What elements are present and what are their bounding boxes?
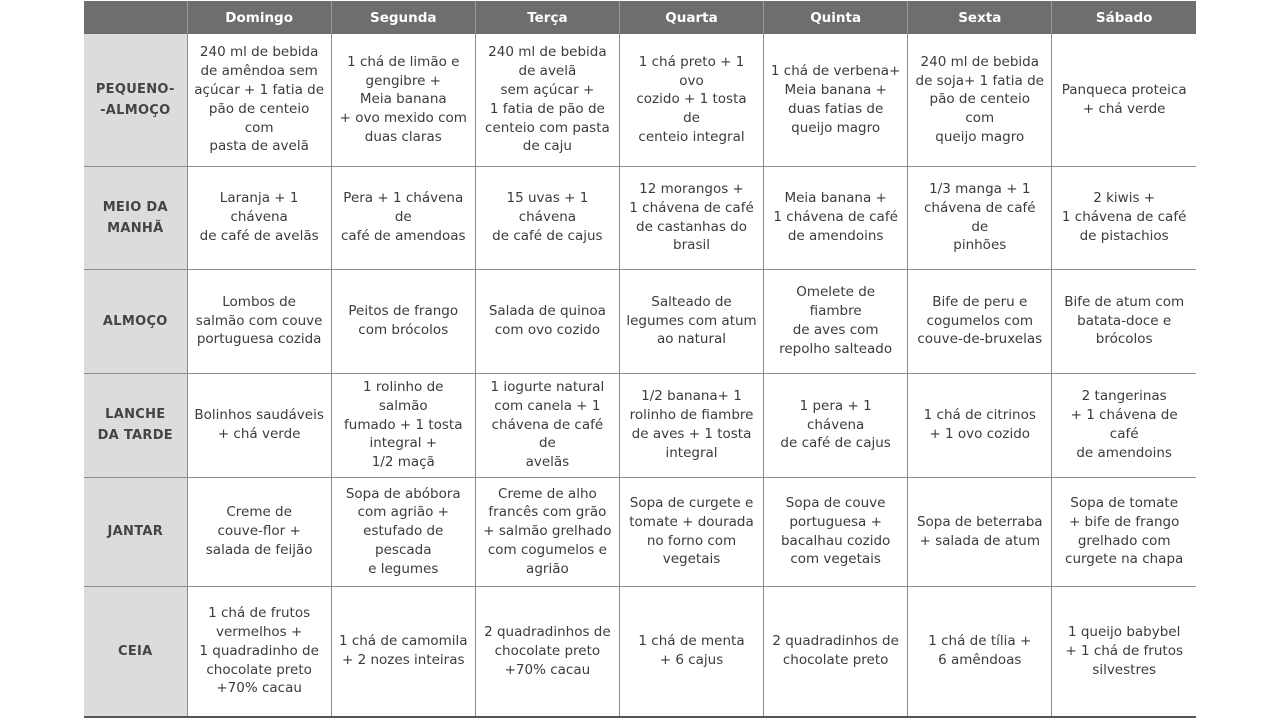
meal-cell: Creme de alho francês com grão + salmão grelhado com cogumelos e agrião	[475, 477, 619, 586]
meal-row-supper	[84, 586, 1196, 717]
meal-cell: 1 chá de tília + 6 amêndoas	[908, 586, 1052, 717]
meal-label: ALMOÇO	[84, 269, 187, 373]
meal-row-afternoon-snack	[84, 373, 1196, 477]
meal-cell: Sopa de curgete e tomate + dourada no forno com vegetais	[619, 477, 763, 586]
meal-cell: 2 kiwis + 1 chávena de café de pistachios	[1052, 166, 1196, 269]
table-header	[84, 1, 1196, 34]
meal-cell: Laranja + 1 chávena de café de avelãs	[187, 166, 331, 269]
meal-cell: 12 morangos + 1 chávena de café de castanhas do brasil	[619, 166, 763, 269]
meal-label: JANTAR	[84, 477, 187, 586]
meal-row-breakfast	[84, 34, 1196, 166]
meal-row-lunch	[84, 269, 1196, 373]
meal-label: MEIO DA MANHÃ	[84, 166, 187, 269]
day-header-thursday: Quinta	[764, 1, 908, 34]
meal-label: PEQUENO- -ALMOÇO	[84, 34, 187, 166]
meal-cell: 1 chá preto + 1 ovo cozido + 1 tosta de centeio integral	[619, 34, 763, 166]
day-header-monday: Segunda	[331, 1, 475, 34]
meal-cell: 1 queijo babybel + 1 chá de frutos silvestres	[1052, 586, 1196, 717]
meal-cell: Bolinhos saudáveis + chá verde	[187, 373, 331, 477]
meal-cell: 1 chá de menta + 6 cajus	[619, 586, 763, 717]
header-row	[84, 1, 1196, 34]
day-header-saturday: Sábado	[1052, 1, 1196, 34]
meal-cell: 1 chá de frutos vermelhos + 1 quadradinho de chocolate preto +70% cacau	[187, 586, 331, 717]
header-corner	[84, 1, 187, 34]
meal-cell: Sopa de couve portuguesa + bacalhau cozido com vegetais	[764, 477, 908, 586]
meal-cell: Sopa de beterraba + salada de atum	[908, 477, 1052, 586]
meal-cell: 1 pera + 1 chávena de café de cajus	[764, 373, 908, 477]
meal-cell: 15 uvas + 1 chávena de café de cajus	[475, 166, 619, 269]
meal-cell: 1 iogurte natural com canela + 1 chávena de café de avelãs	[475, 373, 619, 477]
meal-cell: Salteado de legumes com atum ao natural	[619, 269, 763, 373]
meal-cell: 1 rolinho de salmão fumado + 1 tosta integral + 1/2 maçã	[331, 373, 475, 477]
meal-cell: Meia banana + 1 chávena de café de amendoins	[764, 166, 908, 269]
meal-cell: 2 quadradinhos de chocolate preto +70% cacau	[475, 586, 619, 717]
meal-cell: Pera + 1 chávena de café de amendoas	[331, 166, 475, 269]
meal-cell: Sopa de abóbora com agrião + estufado de pescada e legumes	[331, 477, 475, 586]
meal-cell: Salada de quinoa com ovo cozido	[475, 269, 619, 373]
day-header-friday: Sexta	[908, 1, 1052, 34]
meal-cell: 240 ml de bebida de avelã sem açúcar + 1 fatia de pão de centeio com pasta de caju	[475, 34, 619, 166]
day-header-sunday: Domingo	[187, 1, 331, 34]
day-header-tuesday: Terça	[475, 1, 619, 34]
meal-cell: 1 chá de citrinos + 1 ovo cozido	[908, 373, 1052, 477]
meal-cell: 1 chá de limão e gengibre + Meia banana + ovo mexido com duas claras	[331, 34, 475, 166]
meal-cell: Panqueca proteica + chá verde	[1052, 34, 1196, 166]
meal-cell: 240 ml de bebida de amêndoa sem açúcar + 1 fatia de pão de centeio com pasta de avelã	[187, 34, 331, 166]
meal-cell: Peitos de frango com brócolos	[331, 269, 475, 373]
meal-cell: 2 tangerinas + 1 chávena de café de amendoins	[1052, 373, 1196, 477]
meal-cell: 2 quadradinhos de chocolate preto	[764, 586, 908, 717]
meal-cell: 240 ml de bebida de soja+ 1 fatia de pão de centeio com queijo magro	[908, 34, 1052, 166]
meal-cell: Bife de peru e cogumelos com couve-de-bruxelas	[908, 269, 1052, 373]
meal-cell: Creme de couve-flor + salada de feijão	[187, 477, 331, 586]
meal-cell: 1 chá de camomila + 2 nozes inteiras	[331, 586, 475, 717]
meal-cell: Omelete de fiambre de aves com repolho salteado	[764, 269, 908, 373]
meal-row-mid-morning	[84, 166, 1196, 269]
meal-cell: Sopa de tomate + bife de frango grelhado com curgete na chapa	[1052, 477, 1196, 586]
meal-cell: Lombos de salmão com couve portuguesa cozida	[187, 269, 331, 373]
meal-cell: Bife de atum com batata-doce e brócolos	[1052, 269, 1196, 373]
meal-cell: 1 chá de verbena+ Meia banana + duas fatias de queijo magro	[764, 34, 908, 166]
meal-cell: 1/2 banana+ 1 rolinho de fiambre de aves + 1 tosta integral	[619, 373, 763, 477]
meal-cell: 1/3 manga + 1 chávena de café de pinhões	[908, 166, 1052, 269]
table-body	[84, 34, 1196, 717]
weekly-meal-plan-table	[84, 1, 1196, 718]
meal-label: CEIA	[84, 586, 187, 717]
meal-row-dinner	[84, 477, 1196, 586]
day-header-wednesday: Quarta	[619, 1, 763, 34]
meal-label: LANCHE DA TARDE	[84, 373, 187, 477]
